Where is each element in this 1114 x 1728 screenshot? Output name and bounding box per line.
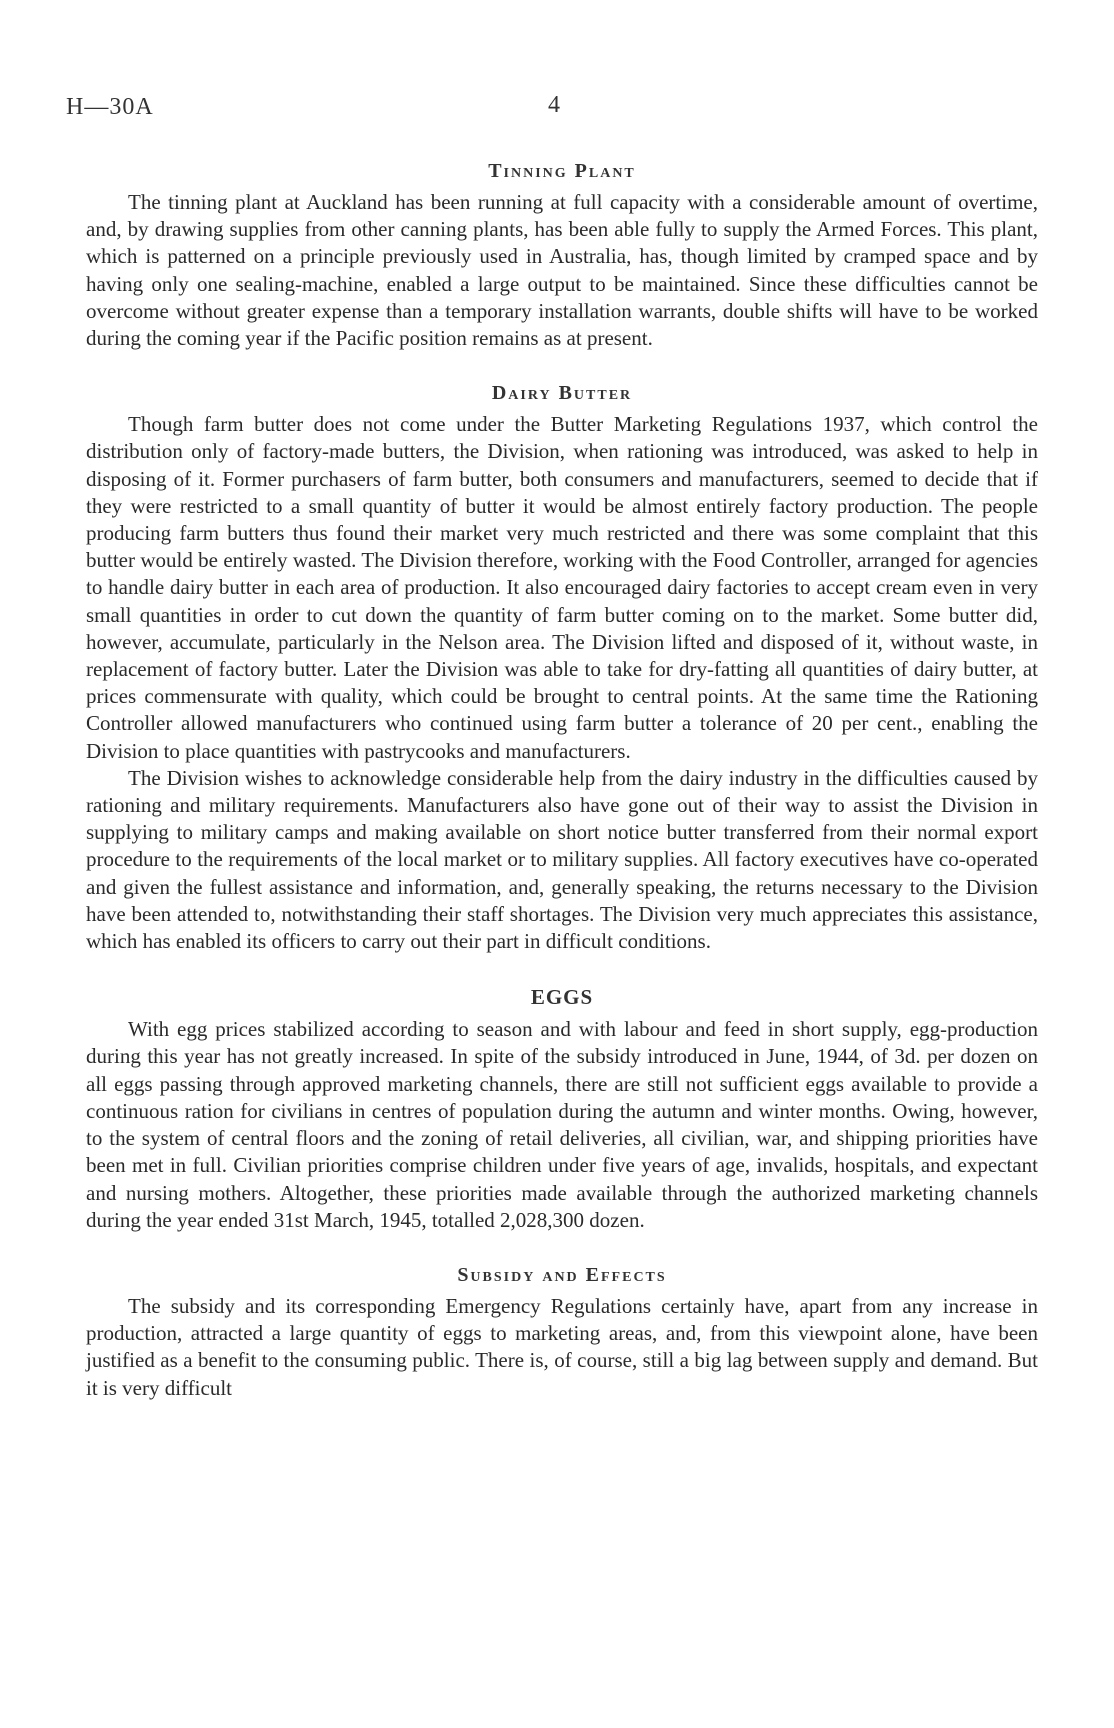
document-reference: H—30A	[66, 94, 154, 120]
section-heading: EGGS	[530, 985, 594, 1010]
paragraph: Though farm butter does not come under the Butter Marketing Regulations 1937, which control the distribution only of factory-made butters, the Division, when rationing was introduced, was asked to help in disposing of it. Former purchasers of farm butter, both consumers and manufacturers, seemed to decide that if they were restricted to a small quantity of butter it would be almost entirely factory production. The people producing farm butters thus found their market very much restricted and there was some complaint that this butter would be entirely wasted. The Division therefore, working with the Food Controller, arranged for agencies to handle dairy butter in each area of production. It also encouraged dairy factories to accept cream even in very small quantities in order to cut down the quantity of farm butter coming on to the market. Some butter did, however, accumulate, particularly in the Nelson area. The Division lifted and disposed of it, without waste, in replacement of factory butter. Later the Division was able to take for dry-fatting all quantities of dairy butter, at prices commensurate with quality, which could be brought to central points. At the same time the Rationing Controller allowed manufacturers who continued using farm butter a tolerance of 20 per cent., enabling the Division to place quantities with pastrycooks and manufacturers.	[86, 412, 1038, 763]
section-tinning-plant	[86, 160, 1038, 352]
paragraph: With egg prices stabilized according to season and with labour and feed in short supply, egg-production during this year has not greatly increased. In spite of the subsidy introduced in June, 1944, of 3d. per dozen on all eggs passing through approved marketing channels, there are still not sufficient eggs available to provide a continuous ration for civilians in centres of population during the autumn and winter months. Owing, however, to the system of central floors and the zoning of retail deliveries, all civilian, war, and shipping priorities have been met in full. Civilian priorities comprise children under five years of age, invalids, hospitals, and expectant and nursing mothers. Altogether, these priorities made available through the authorized marketing channels during the year ended 31st March, 1945, totalled 2,028,300 dozen.	[86, 1017, 1038, 1232]
paragraph: The subsidy and its corresponding Emergency Regulations certainly have, apart from any increase in production, attracted a large quantity of eggs to marketing areas, and, from this viewpoint alone, have been justified as a benefit to the consuming public. There is, of course, still a big lag between supply and demand. But it is very difficult	[86, 1293, 1038, 1400]
paragraph: The tinning plant at Auckland has been running at full capacity with a considerable amount of overtime, and, by drawing supplies from other canning plants, has been able fully to supply the Armed Forces. This plant, which is patterned on a principle previously used in Australia, has, though limited by cramped space and by having only one sealing-machine, enabled a large output to be maintained. Since these difficulties cannot be overcome without greater expense than a temporary installation warrants, double shifts will have to be worked during the coming year if the Pacific position remains as at present.	[86, 190, 1038, 351]
section-heading: Dairy Butter	[491, 382, 633, 405]
page-number: 4	[548, 92, 560, 118]
paragraph: The Division wishes to acknowledge considerable help from the dairy industry in the difficulties caused by rationing and military requirements. Manufacturers also have gone out of their way to assist the Division in supplying to military camps and making available on short notice butter transferred from their normal export procedure to the requirements of the local market or to military supplies. All factory executives have co-operated and given the fullest assistance and information, and, generally speaking, the returns necessary to the Division have been attended to, notwithstanding their staff shortages. The Division very much appreciates this assistance, which has enabled its officers to carry out their part in difficult conditions.	[86, 765, 1038, 954]
section-heading: Subsidy and Effects	[457, 1263, 667, 1286]
section-subsidy-and-effects	[86, 1264, 1038, 1402]
section-eggs	[86, 985, 1038, 1234]
section-heading: Tinning Plant	[488, 160, 636, 182]
document-body	[86, 160, 1038, 1432]
section-dairy-butter	[86, 382, 1038, 955]
